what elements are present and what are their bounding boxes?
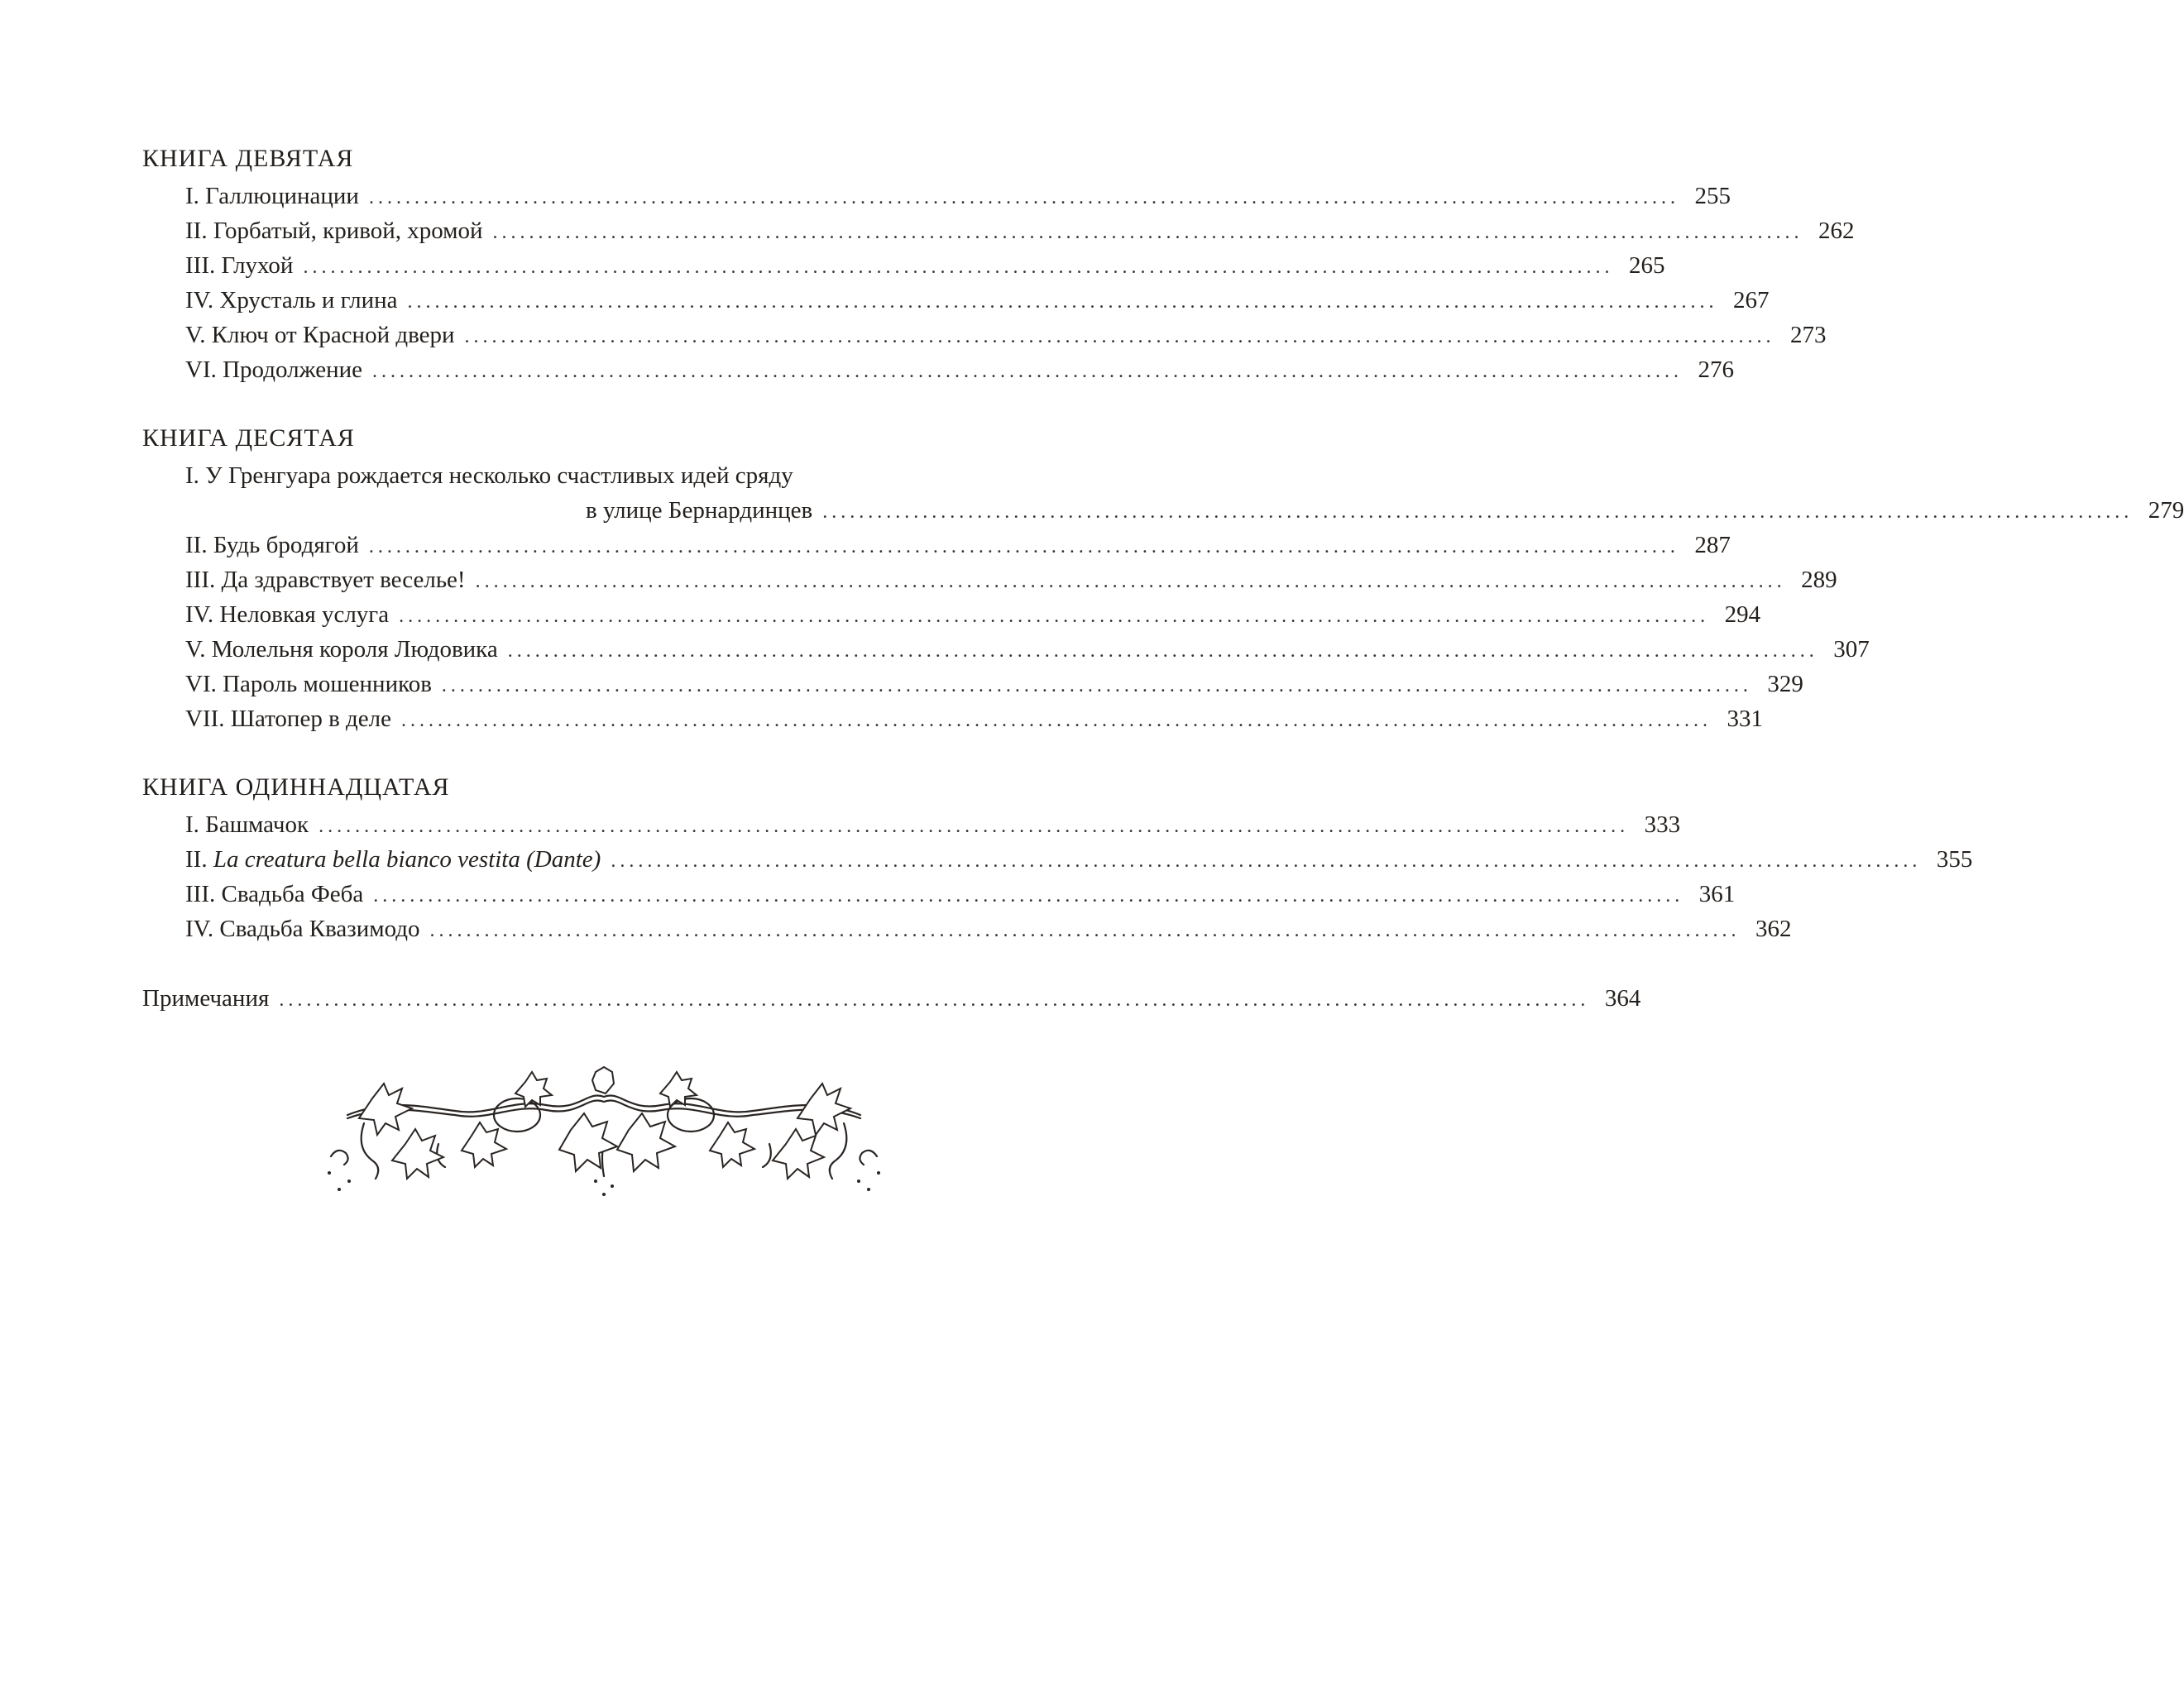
chapter-title: Молельня короля Людовика [211, 636, 498, 663]
book-title: КНИГА ДЕСЯТАЯ [142, 424, 355, 452]
toc-entry[interactable] [142, 807, 1681, 842]
notes-title: Примечания [142, 985, 270, 1012]
chapter-title: Будь бродягой [213, 532, 359, 558]
toc-entry[interactable] [142, 318, 1827, 352]
toc-entry[interactable] [142, 912, 1792, 946]
page-number: 279 [2148, 497, 2184, 524]
chapter-number: III. [185, 252, 216, 279]
chapter-title-continuation: в улице Бернардинцев [586, 497, 813, 524]
page-number: 276 [1698, 357, 1734, 383]
dot-leader: ................................................................................................................................................ [407, 291, 1718, 313]
page-number: 361 [1698, 881, 1736, 907]
toc-entry[interactable] [142, 597, 1761, 632]
chapter-number: III. [185, 881, 216, 907]
dot-leader: ................................................................................................................................................ [368, 536, 1679, 557]
toc-entry[interactable] [142, 701, 1763, 736]
page-number: 273 [1790, 322, 1827, 348]
chapter-number: IV. [185, 601, 214, 628]
chapter-number: V. [185, 636, 206, 663]
toc-entry-notes[interactable] [142, 981, 1641, 1016]
toc-entry[interactable] [142, 213, 1855, 248]
chapter-title: Пароль мошенников [223, 671, 432, 697]
dot-leader: ................................................................................................................................................ [475, 571, 1786, 592]
dot-leader: ................................................................................................................................................ [492, 222, 1803, 243]
toc-entry[interactable] [142, 877, 1736, 912]
toc-entry[interactable] [142, 248, 1665, 283]
dot-leader: ................................................................................................................................................ [429, 920, 1741, 941]
dot-leader: ................................................................................................................................................ [507, 640, 1818, 662]
chapter-title: Башмачок [205, 811, 309, 838]
dot-leader: ................................................................................................................................................ [318, 816, 1630, 837]
table-of-contents [142, 142, 2184, 1016]
page-number: 267 [1732, 287, 1770, 313]
chapter-title: Галлюцинации [205, 183, 359, 209]
page-number: 255 [1694, 183, 1731, 209]
chapter-title: Ключ от Красной двери [211, 322, 455, 348]
dot-leader: ................................................................................................................................................ [464, 326, 1775, 347]
chapter-title: У Гренгуара рождается несколько счастливых идей сряду [205, 462, 793, 489]
dot-leader: ................................................................................................................................................ [373, 885, 1684, 907]
chapter-title: La creatura bella bianco vestita (Dante) [213, 846, 601, 873]
book-nine-section [142, 142, 1855, 387]
chapter-number: I. [185, 462, 199, 489]
dot-leader: ................................................................................................................................................ [279, 989, 1590, 1011]
chapter-title: Свадьба Квазимодо [219, 916, 420, 942]
chapter-title: Неловкая услуга [219, 601, 390, 628]
toc-entry-first-line[interactable] [142, 458, 1061, 493]
book-eleven-section [142, 771, 1973, 946]
page-number: 329 [1767, 671, 1803, 697]
chapter-title: Хрусталь и глина [219, 287, 398, 313]
chapter-number: III. [185, 567, 216, 593]
chapter-title: Глухой [221, 252, 294, 279]
toc-entry[interactable] [142, 632, 1870, 667]
chapter-title: Продолжение [223, 357, 362, 383]
page-number: 355 [1936, 846, 1973, 873]
chapter-number: I. [185, 183, 199, 209]
chapter-number: VI. [185, 357, 217, 383]
chapter-number: V. [185, 322, 206, 348]
page-number: 294 [1724, 601, 1761, 628]
book-ten-section [142, 422, 2184, 736]
dot-leader: ................................................................................................................................................ [822, 501, 2134, 523]
chapter-title: Свадьба Феба [221, 881, 364, 907]
toc-entry[interactable] [142, 667, 1803, 701]
chapter-number: IV. [185, 916, 214, 942]
chapter-number: II. [185, 532, 208, 558]
page-number: 265 [1628, 252, 1665, 279]
page-number: 307 [1833, 636, 1870, 663]
dot-leader: ................................................................................................................................................ [441, 675, 1752, 696]
chapter-number: VI. [185, 671, 217, 697]
toc-entry[interactable] [142, 283, 1770, 318]
book-title: КНИГА ДЕВЯТАЯ [142, 145, 354, 172]
toc-entry[interactable] [142, 179, 1731, 213]
dot-leader: ................................................................................................................................................ [401, 710, 1712, 731]
toc-entry-continuation[interactable] [142, 493, 2184, 528]
chapter-title: Да здравствует веселье! [221, 567, 466, 593]
page-number: 362 [1755, 916, 1792, 942]
toc-entry[interactable] [142, 352, 1734, 387]
chapter-title: Горбатый, кривой, хромой [213, 218, 483, 244]
page-number: 364 [1604, 985, 1641, 1012]
page-number: 262 [1818, 218, 1855, 244]
chapter-number: II. [185, 846, 208, 873]
page-number: 331 [1727, 706, 1763, 732]
toc-entry[interactable] [142, 562, 1837, 597]
chapter-number: II. [185, 218, 208, 244]
page-number: 289 [1801, 567, 1837, 593]
dot-leader: ................................................................................................................................................ [368, 187, 1679, 208]
chapter-number: IV. [185, 287, 214, 313]
toc-entry[interactable] [142, 842, 1973, 877]
chapter-title: Шатопер в деле [230, 706, 391, 732]
toc-entry[interactable] [142, 528, 1731, 562]
page-number: 287 [1694, 532, 1731, 558]
dot-leader: ................................................................................................................................................ [303, 256, 1614, 278]
chapter-number: I. [185, 811, 199, 838]
dot-leader: ................................................................................................................................................ [611, 850, 1922, 872]
vine-leaves-ornament-icon [314, 1065, 893, 1199]
chapter-number: VII. [185, 706, 225, 732]
dot-leader: ................................................................................................................................................ [399, 605, 1710, 627]
dot-leader: ................................................................................................................................................ [372, 361, 1683, 382]
page-number: 333 [1644, 811, 1681, 838]
book-title: КНИГА ОДИННАДЦАТАЯ [142, 773, 450, 801]
